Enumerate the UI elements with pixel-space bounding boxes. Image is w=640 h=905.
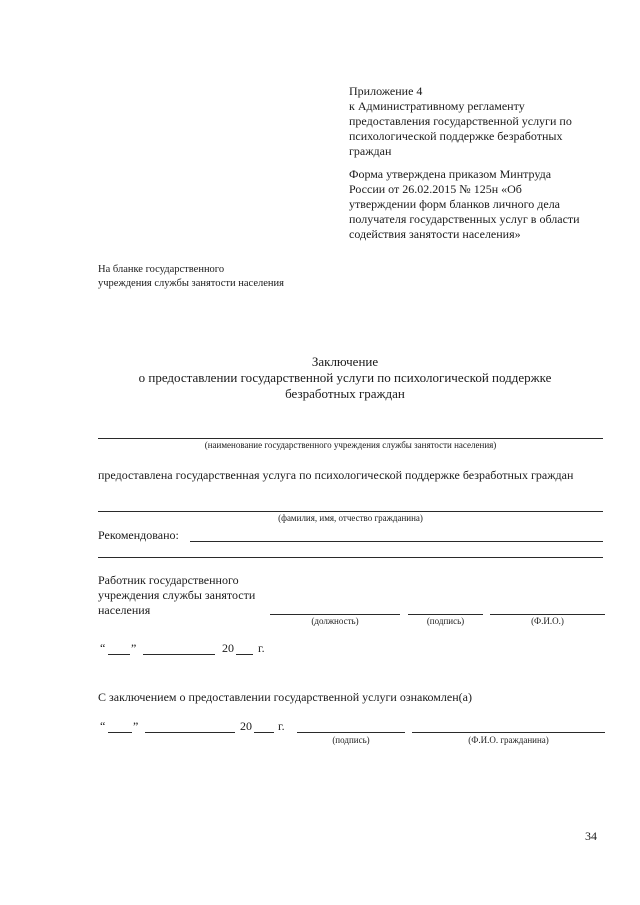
service-provided-text: предоставлена государственная услуга по психологической поддержке безработных граждан	[98, 468, 574, 482]
annex-line: Приложение 4	[349, 84, 423, 98]
signature-line	[408, 614, 483, 615]
letterhead-line: На бланке государственного	[98, 264, 225, 275]
recommended-line	[190, 541, 603, 542]
annex-line: граждан	[349, 144, 392, 158]
letterhead-note	[98, 263, 338, 291]
date2-year-prefix: 20	[240, 719, 252, 733]
annex-line: к Административному регламенту	[349, 99, 525, 113]
date2-month-line	[145, 732, 235, 733]
position-caption: (должность)	[311, 616, 359, 626]
date-year-prefix: 20	[222, 641, 234, 655]
citizen-fio-caption-2: (Ф.И.О. гражданина)	[468, 735, 549, 745]
annex-line: психологической поддержке безработных	[349, 129, 563, 143]
letterhead-line: учреждения службы занятости населения	[98, 278, 284, 289]
form-note-line: получателя государственных услуг в области	[349, 212, 580, 226]
date2-day-line	[108, 732, 132, 733]
worker-label-line: населения	[98, 603, 151, 617]
acquainted-text: С заключением о предоставлении государственной услуги ознакомлен(а)	[98, 690, 472, 704]
title-line: о предоставлении государственной услуги по психологической поддержке	[138, 370, 552, 385]
date-year-suffix: г.	[258, 641, 265, 655]
annex-line: предоставления государственной услуги по	[349, 114, 572, 128]
title-line: Заключение	[311, 354, 379, 369]
date-day-line	[108, 654, 130, 655]
date2-close-quote: ”	[133, 719, 139, 733]
institution-name-line	[98, 438, 603, 439]
position-line	[270, 614, 400, 615]
form-approval-note	[349, 167, 601, 242]
worker-label	[98, 573, 266, 618]
date-close-quote: ”	[131, 641, 137, 655]
institution-caption: (наименование государственного учреждения службы занятости населения)	[204, 440, 497, 450]
annex-block	[349, 84, 604, 159]
date2-year-line	[254, 732, 274, 733]
page-number: 34	[585, 829, 597, 843]
citizen-fio-line-2	[412, 732, 605, 733]
signature-caption: (подпись)	[426, 616, 465, 626]
fio-line	[490, 614, 605, 615]
title-line: безработных граждан	[285, 386, 405, 401]
fio-caption: (Ф.И.О.)	[531, 616, 564, 626]
date-month-line	[143, 654, 215, 655]
form-note-line: Форма утверждена приказом Минтруда	[349, 167, 552, 181]
citizen-fio-caption: (фамилия, имя, отчество гражданина)	[278, 513, 423, 523]
form-note-line: России от 26.02.2015 № 125н «Об	[349, 182, 522, 196]
date-year-line	[236, 654, 253, 655]
citizen-signature-line	[297, 732, 405, 733]
worker-label-line: Работник государственного	[98, 573, 239, 587]
form-note-line: содействия занятости населения»	[349, 227, 521, 241]
date-open-quote: “	[100, 641, 106, 655]
citizen-fio-line	[98, 511, 603, 512]
date2-year-suffix: г.	[278, 719, 285, 733]
citizen-signature-caption: (подпись)	[332, 735, 370, 745]
worker-label-line: учреждения службы занятости	[98, 588, 256, 602]
form-note-line: утверждении форм бланков личного дела	[349, 197, 561, 211]
document-title	[60, 354, 630, 402]
recommended-label: Рекомендовано:	[98, 528, 179, 542]
date2-open-quote: “	[100, 719, 106, 733]
recommended-line-2	[98, 557, 603, 558]
